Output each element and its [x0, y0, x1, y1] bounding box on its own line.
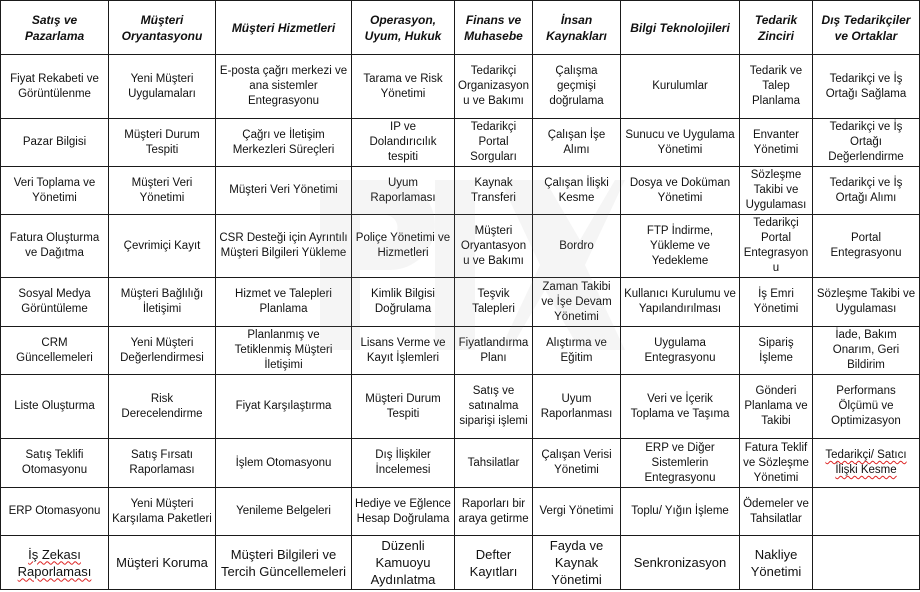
- table-cell: [813, 439, 920, 488]
- table-cell: Dosya ve Doküman Yönetimi: [621, 167, 740, 215]
- table-cell: Yeni Müşteri Değerlendirmesi: [109, 327, 216, 375]
- table-cell: Kullanıcı Kurulumu ve Yapılandırılması: [621, 278, 740, 327]
- table-cell: Müşteri Durum Tespiti: [352, 375, 455, 439]
- table-cell: Alıştırma ve Eğitim: [533, 327, 621, 375]
- table-cell: Fiyatlandırma Planı: [455, 327, 533, 375]
- table-cell: Çevrimiçi Kayıt: [109, 215, 216, 278]
- table-cell: Nakliye Yönetimi: [740, 536, 813, 590]
- table-cell: Zaman Takibi ve İşe Devam Yönetimi: [533, 278, 621, 327]
- table-cell: Yeni Müşteri Karşılama Paketleri: [109, 488, 216, 536]
- table-cell: Müşteri Durum Tespiti: [109, 119, 216, 167]
- table-cell: Çalışma geçmişi doğrulama: [533, 55, 621, 119]
- table-cell: Veri ve İçerik Toplama ve Taşıma: [621, 375, 740, 439]
- table-cell: Fiyat Rekabeti ve Görüntülenme: [1, 55, 109, 119]
- table-cell: Tedarikçi Portal Entegrasyonu: [740, 215, 813, 278]
- table-cell: [1, 536, 109, 590]
- table-cell: Satış Teklifi Otomasyonu: [1, 439, 109, 488]
- table-cell: Kimlik Bilgisi Doğrulama: [352, 278, 455, 327]
- table-cell: CRM Güncellemeleri: [1, 327, 109, 375]
- table-cell: Çalışan İşe Alımı: [533, 119, 621, 167]
- table-cell: Tahsilatlar: [455, 439, 533, 488]
- table-cell: Çalışan İlişki Kesme: [533, 167, 621, 215]
- table-cell: Çağrı ve İletişim Merkezleri Süreçleri: [216, 119, 352, 167]
- table-cell: Raporları bir araya getirme: [455, 488, 533, 536]
- table-cell: Uyum Raporlanması: [533, 375, 621, 439]
- table-cell: Dış İlişkiler İncelemesi: [352, 439, 455, 488]
- table-cell: Müşteri Bağlılığı İletişimi: [109, 278, 216, 327]
- header-cell: Müşteri Oryantasyonu: [109, 1, 216, 55]
- table-cell: FTP İndirme, Yükleme ve Yedekleme: [621, 215, 740, 278]
- table-cell: Müşteri Veri Yönetimi: [109, 167, 216, 215]
- table-cell: Hediye ve Eğlence Hesap Doğrulama: [352, 488, 455, 536]
- table-cell: Satış ve satınalma siparişi işlemi: [455, 375, 533, 439]
- table-cell: Planlanmış ve Tetiklenmiş Müşteri İletişimi: [216, 327, 352, 375]
- table-cell: Düzenli Kamuoyu Aydınlatma: [352, 536, 455, 590]
- table-cell: Sipariş İşleme: [740, 327, 813, 375]
- table-cell: Hizmet ve Talepleri Planlama: [216, 278, 352, 327]
- table-cell: Risk Derecelendirme: [109, 375, 216, 439]
- table-cell: Teşvik Talepleri: [455, 278, 533, 327]
- table-cell: Uygulama Entegrasyonu: [621, 327, 740, 375]
- table-cell: Fatura Oluşturma ve Dağıtma: [1, 215, 109, 278]
- table-cell: Lisans Verme ve Kayıt İşlemleri: [352, 327, 455, 375]
- table-cell: Defter Kayıtları: [455, 536, 533, 590]
- misspelled-cell-text: İş Zekası Raporlaması: [17, 546, 92, 579]
- table-row: [1, 215, 920, 278]
- header-cell: Dış Tedarikçiler ve Ortaklar: [813, 1, 920, 55]
- table-cell: Yenileme Belgeleri: [216, 488, 352, 536]
- table-cell: Bordro: [533, 215, 621, 278]
- table-cell: Uyum Raporlaması: [352, 167, 455, 215]
- table-cell: Ödemeler ve Tahsilatlar: [740, 488, 813, 536]
- table-row: [1, 488, 920, 536]
- table-cell: Veri Toplama ve Yönetimi: [1, 167, 109, 215]
- table-cell: Tedarikçi Portal Sorguları: [455, 119, 533, 167]
- table-cell: Fatura Teklif ve Sözleşme Yönetimi: [740, 439, 813, 488]
- table-cell: Çalışan Verisi Yönetimi: [533, 439, 621, 488]
- table-cell: Toplu/ Yığın İşleme: [621, 488, 740, 536]
- table-row: [1, 278, 920, 327]
- table-cell: İşlem Otomasyonu: [216, 439, 352, 488]
- table-cell: ERP ve Diğer Sistemlerin Entegrasyonu: [621, 439, 740, 488]
- misspelled-cell-text: Tedarikçi/ Satıcı İlişki Kesme: [825, 449, 907, 476]
- table-cell: Sözleşme Takibi ve Uygulaması: [813, 278, 920, 327]
- table-cell: Performans Ölçümü ve Optimizasyon: [813, 375, 920, 439]
- table-cell: Sözleşme Takibi ve Uygulaması: [740, 167, 813, 215]
- header-cell: İnsan Kaynakları: [533, 1, 621, 55]
- table-cell: CSR Desteği için Ayrıntılı Müşteri Bilgileri Yükleme: [216, 215, 352, 278]
- table-cell: Yeni Müşteri Uygulamaları: [109, 55, 216, 119]
- table-cell: Müşteri Oryantasyonu ve Bakımı: [455, 215, 533, 278]
- table-cell: Portal Entegrasyonu: [813, 215, 920, 278]
- header-cell: Tedarik Zinciri: [740, 1, 813, 55]
- table-cell: Liste Oluşturma: [1, 375, 109, 439]
- header-cell: Müşteri Hizmetleri: [216, 1, 352, 55]
- table-cell: E-posta çağrı merkezi ve ana sistemler Entegrasyonu: [216, 55, 352, 119]
- table-cell: Tedarikçi ve İş Ortağı Değerlendirme: [813, 119, 920, 167]
- table-cell: Poliçe Yönetimi ve Hizmetleri: [352, 215, 455, 278]
- table-row: [1, 55, 920, 119]
- table-cell: Müşteri Bilgileri ve Tercih Güncellemeleri: [216, 536, 352, 590]
- table-cell: Pazar Bilgisi: [1, 119, 109, 167]
- header-cell: Operasyon, Uyum, Hukuk: [352, 1, 455, 55]
- table-row: [1, 327, 920, 375]
- table-cell: Vergi Yönetimi: [533, 488, 621, 536]
- table-cell: Sosyal Medya Görüntüleme: [1, 278, 109, 327]
- table-cell: Gönderi Planlama ve Takibi: [740, 375, 813, 439]
- table-cell: Tedarikçi ve İş Ortağı Alımı: [813, 167, 920, 215]
- table-cell: Fayda ve Kaynak Yönetimi: [533, 536, 621, 590]
- table-cell: Tedarikçi ve İş Ortağı Sağlama: [813, 55, 920, 119]
- table-row: [1, 375, 920, 439]
- table-cell: Kaynak Transferi: [455, 167, 533, 215]
- header-cell: Satış ve Pazarlama: [1, 1, 109, 55]
- table-cell: Envanter Yönetimi: [740, 119, 813, 167]
- table-cell: İş Emri Yönetimi: [740, 278, 813, 327]
- table-row: [1, 439, 920, 488]
- header-cell: Finans ve Muhasebe: [455, 1, 533, 55]
- header-row: [1, 1, 920, 55]
- table-cell: Senkronizasyon: [621, 536, 740, 590]
- table-cell: Müşteri Veri Yönetimi: [216, 167, 352, 215]
- table-cell: Fiyat Karşılaştırma: [216, 375, 352, 439]
- table-row: [1, 119, 920, 167]
- table-cell: Tarama ve Risk Yönetimi: [352, 55, 455, 119]
- table-cell: Müşteri Koruma: [109, 536, 216, 590]
- table-cell: [813, 536, 920, 590]
- header-cell: Bilgi Teknolojileri: [621, 1, 740, 55]
- table-cell: İade, Bakım Onarım, Geri Bildirim: [813, 327, 920, 375]
- table-cell: Kurulumlar: [621, 55, 740, 119]
- table-cell: IP ve Dolandırıcılık tespiti: [352, 119, 455, 167]
- table-cell: Tedarikçi Organizasyonu ve Bakımı: [455, 55, 533, 119]
- table-cell: Satış Fırsatı Raporlaması: [109, 439, 216, 488]
- table-row: [1, 536, 920, 590]
- table-cell: Tedarik ve Talep Planlama: [740, 55, 813, 119]
- table-cell: Sunucu ve Uygulama Yönetimi: [621, 119, 740, 167]
- table-cell: [813, 488, 920, 536]
- table-row: [1, 167, 920, 215]
- table-cell: ERP Otomasyonu: [1, 488, 109, 536]
